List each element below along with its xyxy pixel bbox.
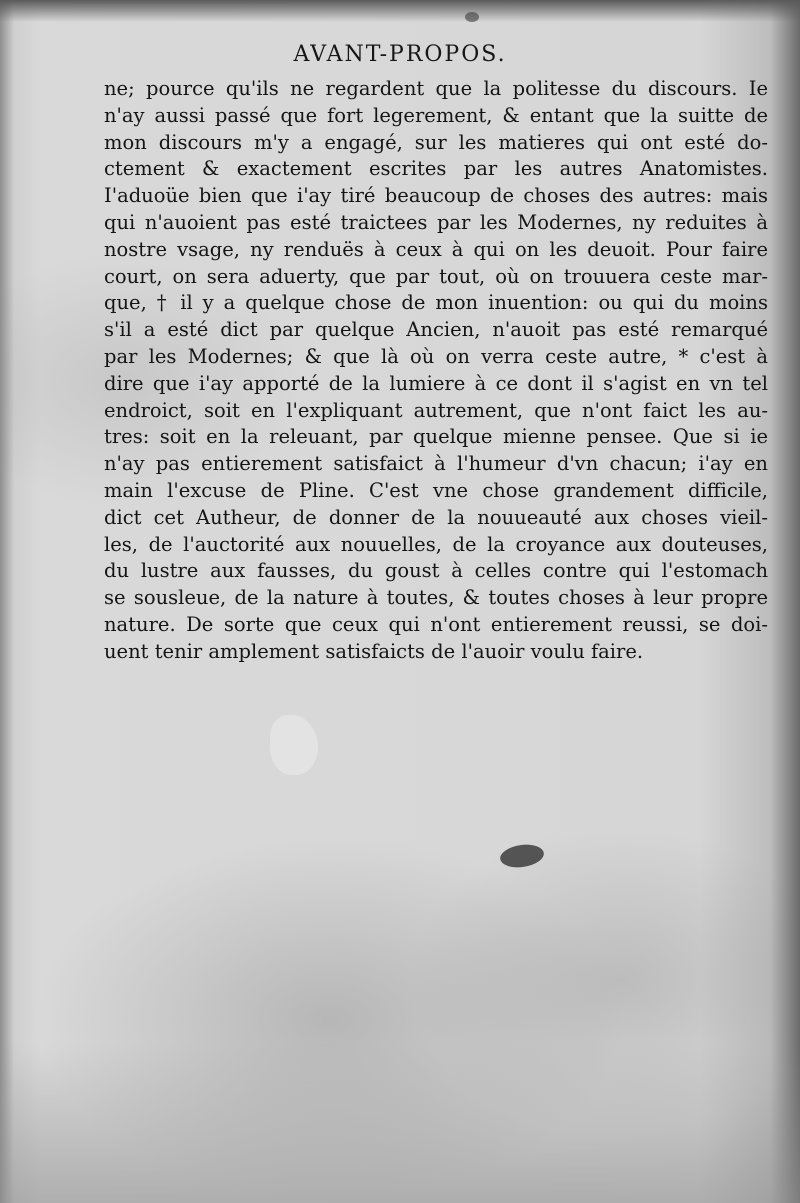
text-line: n'ay pas entierement satisfaict à l'humeur d'vn chacun; i'ay en [104, 452, 768, 476]
text-line: se sousleue, de la nature à toutes, & toutes choses à leur propre [104, 586, 768, 610]
text-line: les, de l'auctorité aux nouuelles, de la croyance aux douteuses, [104, 532, 768, 556]
text-line: endroict, soit en l'expliquant autrement, que n'ont faict les au- [104, 398, 768, 422]
ink-spot [465, 12, 479, 22]
text-line: dire que i'ay apporté de la lumiere à ce dont il s'agist en vn tel [104, 371, 768, 395]
text-line: court, on sera aduerty, que par tout, où on trouuera ceste mar- [104, 264, 768, 288]
text-line: s'il a esté dict par quelque Ancien, n'auoit pas esté remarqué [104, 318, 768, 342]
text-line: nostre vsage, ny renduës à ceux à qui on les deuoit. Pour faire [104, 237, 768, 261]
text-line: ctement & exactement escrites par les autres Anatomistes. [104, 157, 768, 181]
text-line: par les Modernes; & que là où on verra ceste autre, * c'est à [104, 344, 768, 368]
paper-blemish [270, 715, 318, 775]
text-line: tres: soit en la releuant, par quelque mienne pensee. Que si ie [104, 425, 768, 449]
running-head: AVANT-PROPOS. [293, 42, 507, 67]
text-line: main l'excuse de Pline. C'est vne chose grandement difficile, [104, 478, 768, 502]
body-text [104, 76, 768, 666]
text-line: du lustre aux fausses, du goust à celles contre qui l'estomach [104, 559, 768, 583]
text-line: que, † il y a quelque chose de mon inuention: ou qui du moins [104, 291, 768, 315]
text-line: qui n'auoient pas esté traictees par les Modernes, ny reduites à [104, 210, 768, 234]
text-line: mon discours m'y a engagé, sur les matieres qui ont esté do- [104, 130, 768, 154]
text-line: n'ay aussi passé que fort legerement, & entant que la suitte de [104, 103, 768, 127]
text-line: dict cet Autheur, de donner de la nouueauté aux choses vieil- [104, 505, 768, 529]
text-line: uent tenir amplement satisfaicts de l'auoir voulu faire. [104, 639, 644, 663]
ink-stain [499, 842, 546, 870]
text-line: nature. De sorte que ceux qui n'ont entierement reussi, se doi- [104, 612, 768, 636]
text-line: I'aduoüe bien que i'ay tiré beaucoup de choses des autres: mais [104, 184, 768, 208]
text-line: ne; pource qu'ils ne regardent que la politesse du discours. Ie [104, 77, 768, 100]
